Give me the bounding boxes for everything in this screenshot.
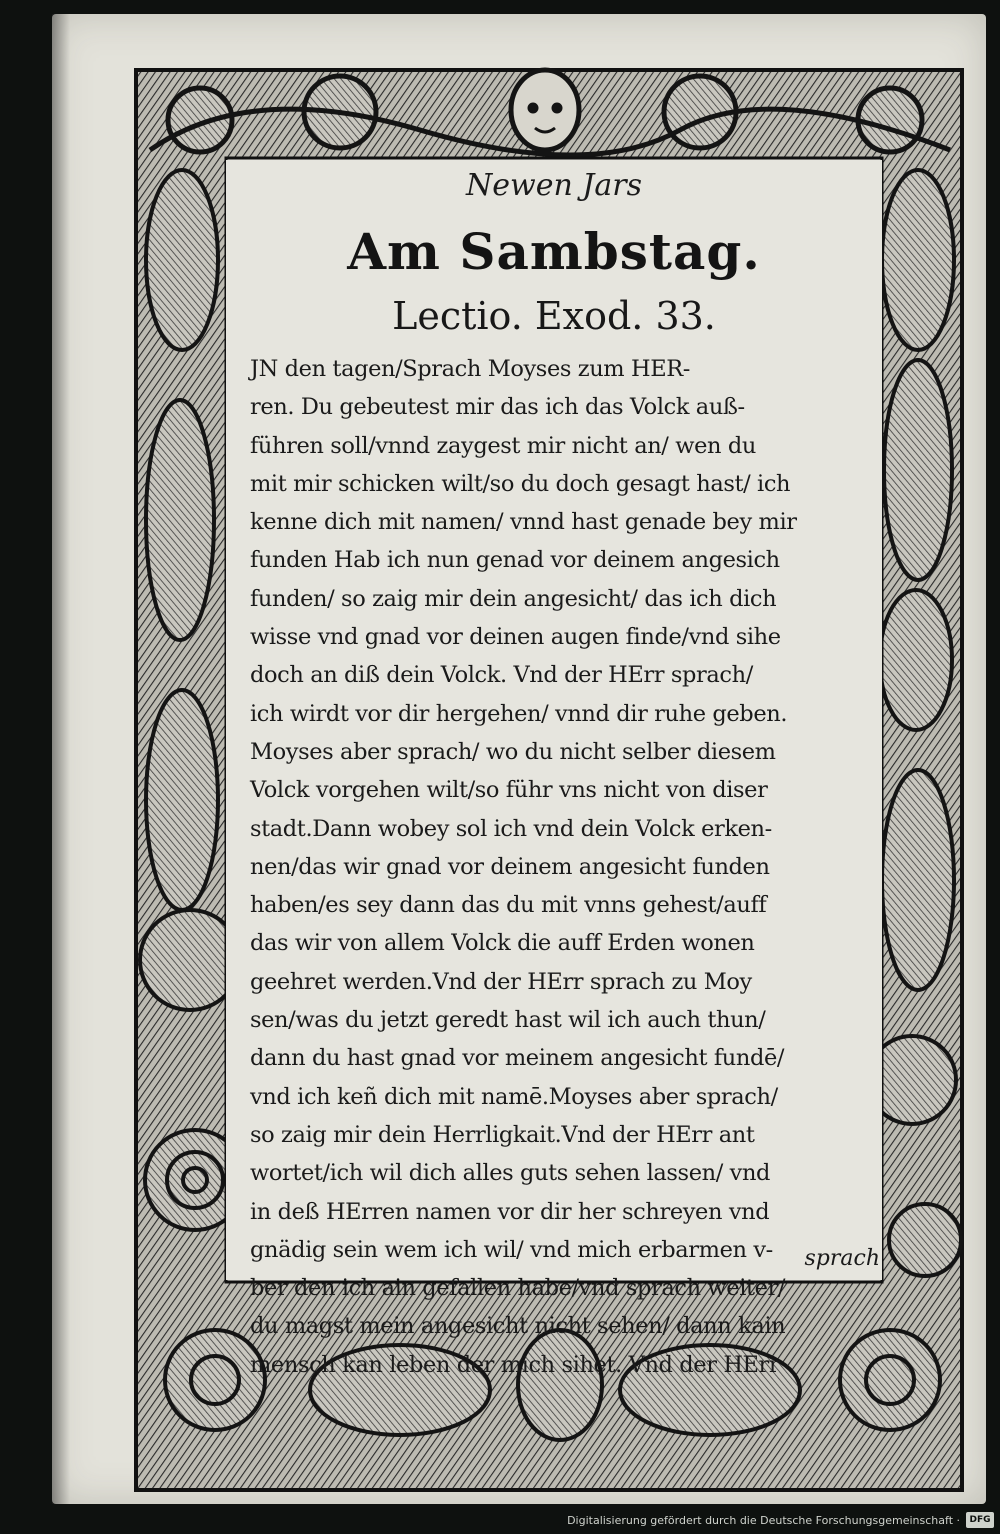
footer-credit: Digitalisierung gefördert durch die Deutsche Forschungsgemeinschaft · (567, 1514, 960, 1527)
text-line: haben/es sey dann das du mit vnns gehest/auff (250, 892, 767, 919)
body-text (250, 350, 870, 1384)
dfg-logo-icon: DFG (966, 1512, 994, 1528)
text-line: funden Hab ich nun genad vor deinem angesich (250, 547, 780, 574)
text-line: wortet/ich wil dich alles guts sehen lassen/ vnd (250, 1160, 771, 1187)
heading-am-sambstag: Am Sambstag. (347, 222, 761, 281)
text-line: dann du hast gnad vor meinem angesicht fundē/ (250, 1045, 785, 1072)
text-line: ich wirdt vor dir hergehen/ vnnd dir ruhe geben. (250, 700, 788, 727)
text-line: funden/ so zaig mir dein angesicht/ das ich dich (250, 585, 777, 612)
text-line: doch an diß dein Volck. Vnd der HErr sprach/ (250, 662, 753, 689)
text-line: mit mir schicken wilt/so du doch gesagt hast/ ich (250, 470, 791, 497)
text-line: führen soll/vnnd zaygest mir nicht an/ wen du (250, 432, 756, 459)
text-line: geehret werden.Vnd der HErr sprach zu Moy (250, 968, 752, 995)
text-line: das wir von allem Volck die auff Erden wonen (250, 930, 755, 957)
text-line: ber den ich ain gefallen habe/vnd sprach weiter/ (250, 1275, 786, 1302)
text-line: vnd ich keñ dich mit namē.Moyses aber sprach/ (250, 1083, 778, 1110)
text-line: so zaig mir dein Herrligkait.Vnd der HErr ant (250, 1121, 755, 1148)
catchword: sprach (804, 1246, 880, 1271)
text-line: mensch kan leben der mich sihet. Vnd der HErr (250, 1351, 780, 1378)
text-line: JN den tagen/Sprach Moyses zum HER- (250, 356, 690, 382)
text-line: sen/was du jetzt geredt hast wil ich auch thun/ (250, 1007, 766, 1034)
heading-lectio: Lectio. Exod. 33. (392, 294, 716, 338)
text-line: gnädig sein wem ich wil/ vnd mich erbarmen v- (250, 1236, 773, 1263)
heading-newen-jars: Newen Jars (466, 168, 642, 203)
text-line: Moyses aber sprach/ wo du nicht selber diesem (250, 738, 776, 765)
text-line: nen/das wir gnad vor deinem angesicht funden (250, 853, 770, 880)
text-line: stadt.Dann wobey sol ich vnd dein Volck erken- (250, 815, 772, 842)
text-line: ren. Du gebeutest mir das ich das Volck auß- (250, 394, 745, 421)
text-line: Volck vorgehen wilt/so führ vns nicht von diser (250, 777, 768, 804)
text-line: in deß HErren namen vor dir her schreyen vnd (250, 1198, 770, 1225)
text-line: kenne dich mit namen/ vnnd hast genade bey mir (250, 509, 797, 536)
text-line: wisse vnd gnad vor deinen augen finde/vnd sihe (250, 624, 781, 651)
text-line: du magst mein angesicht nicht sehen/ dann kain (250, 1313, 786, 1340)
